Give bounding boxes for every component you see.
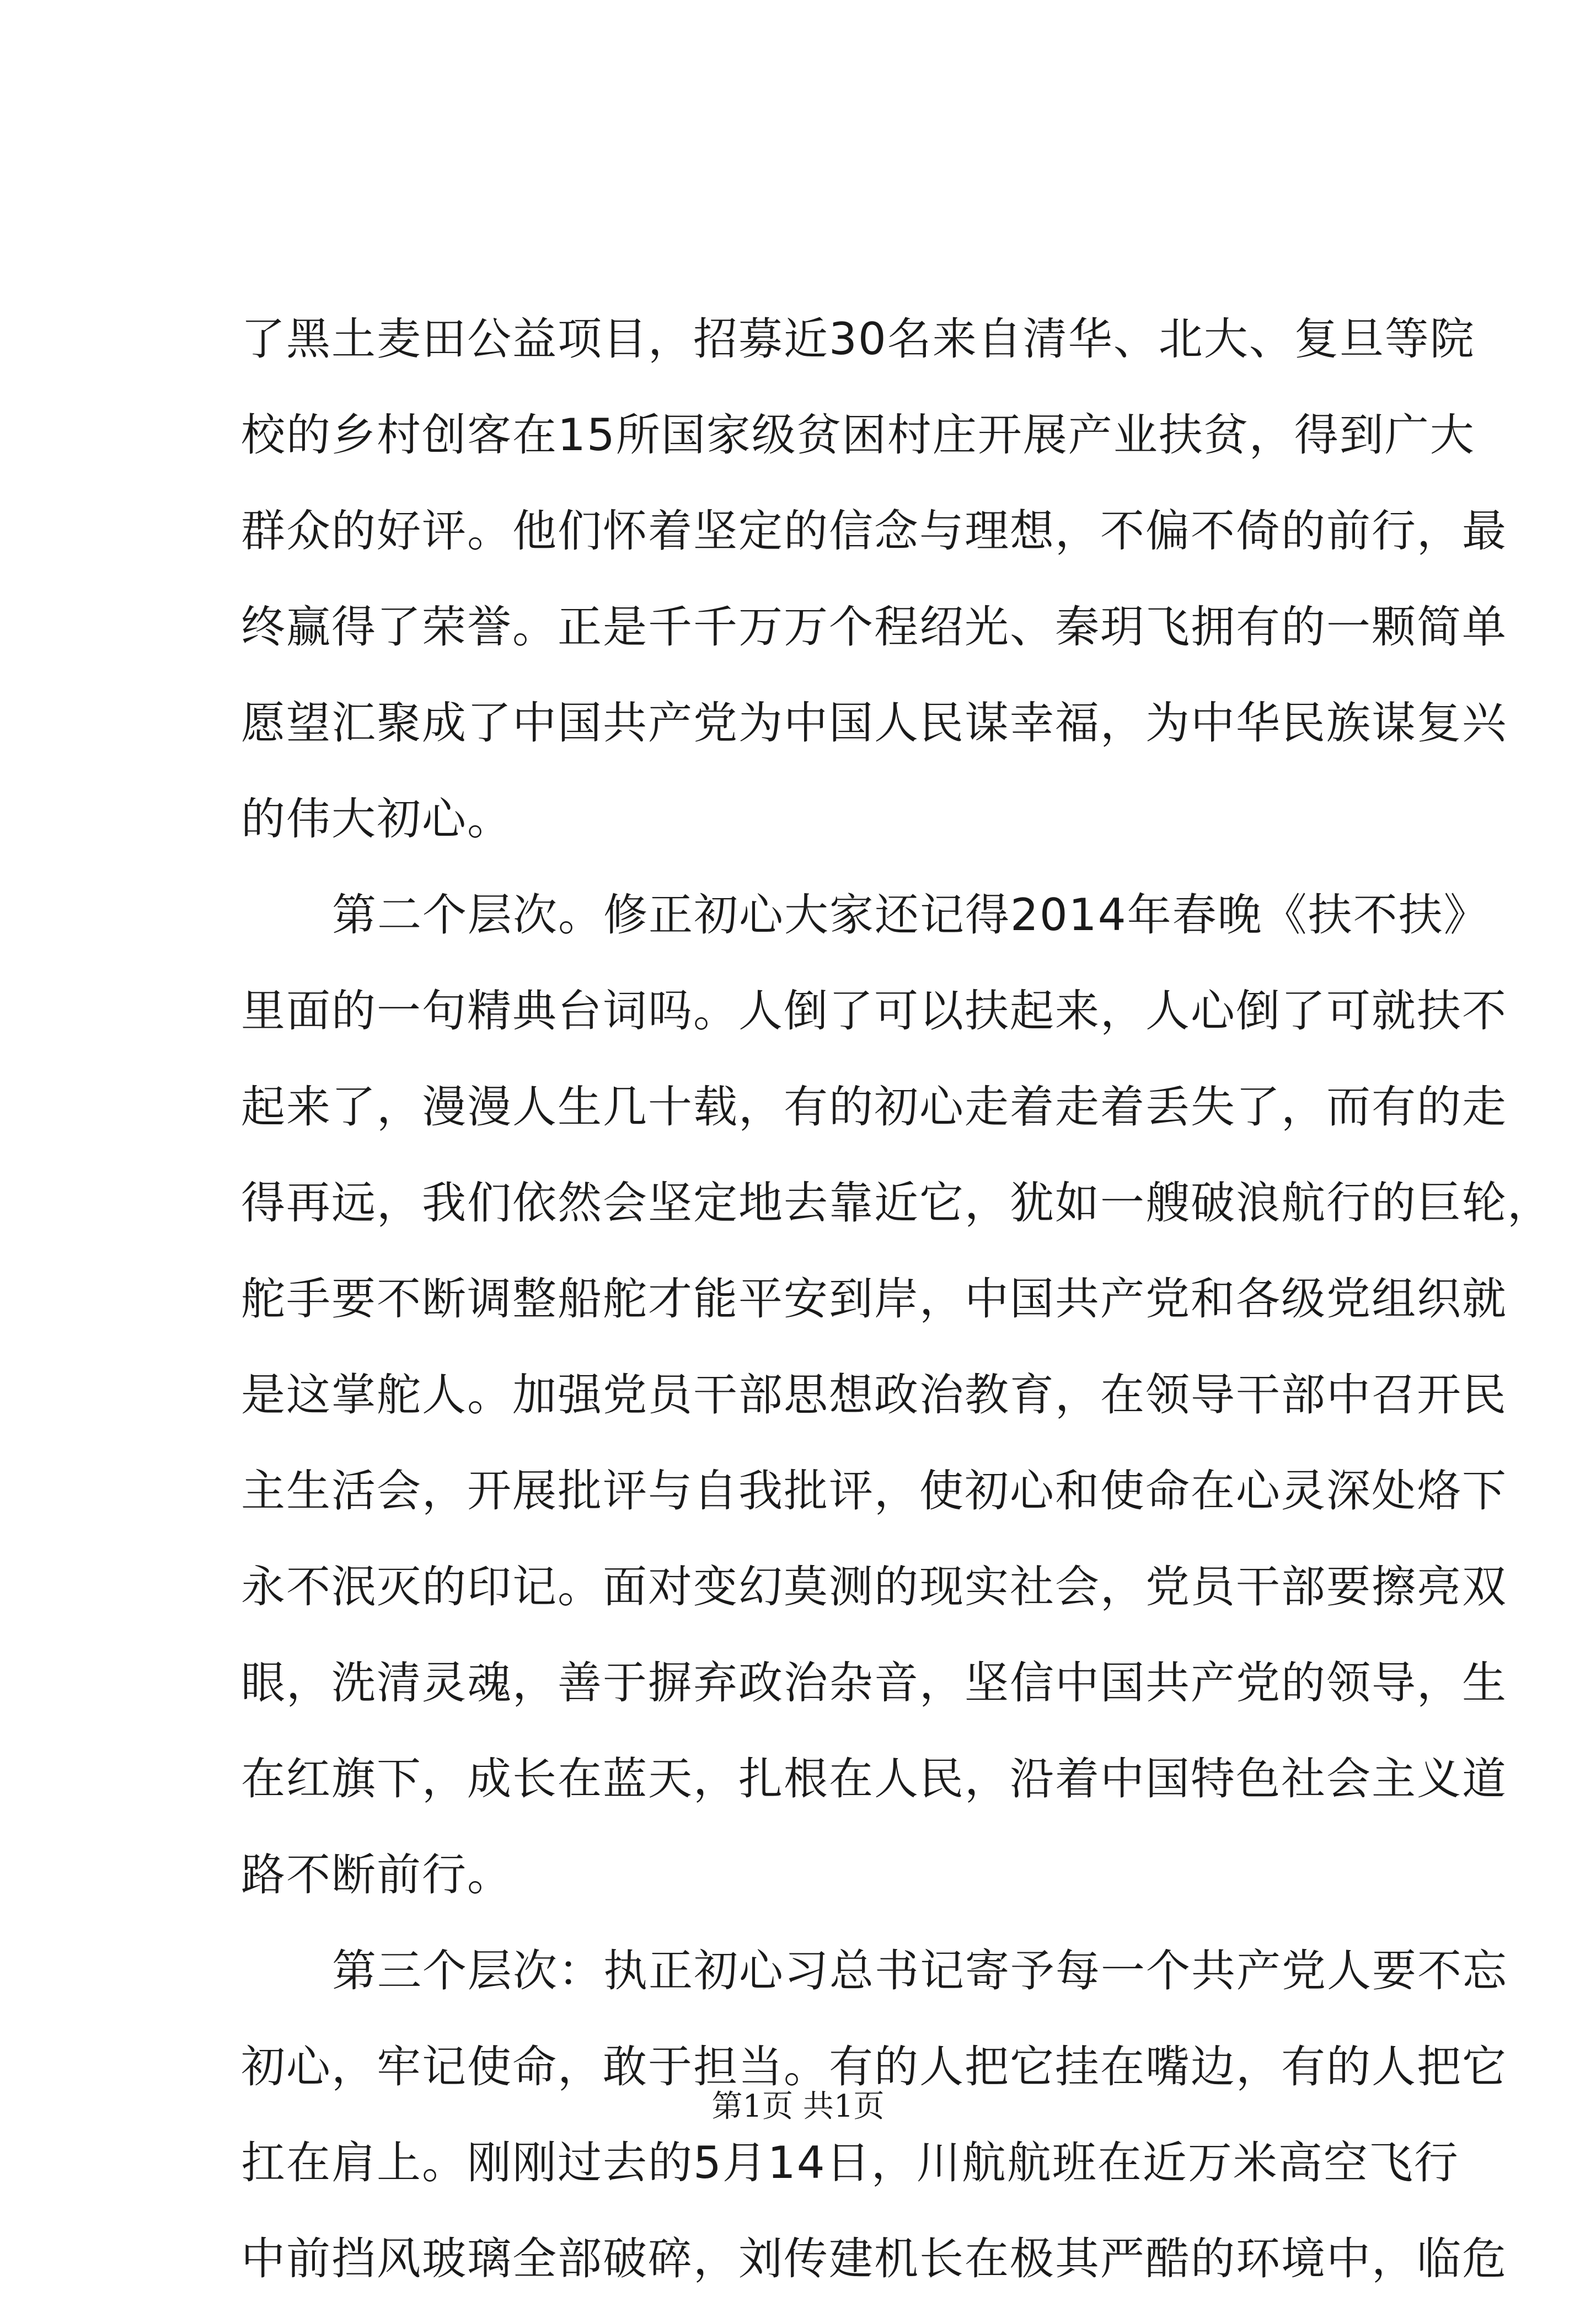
- text-line: 永不泯灭的印记。面对变幻莫测的现实社会，党员干部要擦亮双: [241, 1561, 1507, 1612]
- document-body: [241, 291, 1552, 2307]
- text-line: 终赢得了荣誉。正是千千万万个程绍光、秦玥飞拥有的一颗简单: [241, 601, 1507, 653]
- text-line: 群众的好评。他们怀着坚定的信念与理想，不偏不倚的前行，最: [241, 505, 1507, 557]
- text-line: 在红旗下，成长在蓝天，扎根在人民，沿着中国特色社会主义道: [241, 1753, 1507, 1804]
- text-line: 扛在肩上。刚刚过去的5月14日，川航航班在近万米高空飞行: [241, 2137, 1459, 2188]
- text-line: 路不断前行。: [241, 1849, 512, 1900]
- paragraph-start-line: 第二个层次。修正初心大家还记得2014年春晚《扶不扶》: [332, 889, 1489, 941]
- text-line: 里面的一句精典台词吗。人倒了可以扶起来，人心倒了可就扶不: [241, 985, 1507, 1037]
- text-line: 眼，洗清灵魂，善于摒弃政治杂音，坚信中国共产党的领导，生: [241, 1657, 1507, 1708]
- text-line: 愿望汇聚成了中国共产党为中国人民谋幸福，为中华民族谋复兴: [241, 697, 1507, 749]
- text-line: 中前挡风玻璃全部破碎，刘传建机长在极其严酷的环境中，临危: [241, 2233, 1507, 2284]
- text-line: 的伟大初心。: [241, 793, 512, 845]
- text-line: 校的乡村创客在15所国家级贫困村庄开展产业扶贫，得到广大: [241, 409, 1475, 461]
- text-line: 舵手要不断调整船舵才能平安到岸，中国共产党和各级党组织就: [241, 1273, 1507, 1325]
- text-line: 起来了，漫漫人生几十载，有的初心走着走着丢失了，而有的走: [241, 1081, 1507, 1133]
- paragraph-start-line: 第三个层次：执正初心习总书记寄予每一个共产党人要不忘: [332, 1945, 1508, 1996]
- text-line: 了黑土麦田公益项目，招募近30名来自清华、北大、复旦等院: [241, 313, 1475, 365]
- text-line: 主生活会，开展批评与自我批评，使初心和使命在心灵深处烙下: [241, 1465, 1507, 1516]
- text-line: 初心，牢记使命，敢于担当。有的人把它挂在嘴边，有的人把它: [241, 2041, 1507, 2092]
- page-number-footer: 第1页 共1页: [711, 2089, 885, 2124]
- text-line: 得再远，我们依然会坚定地去靠近它，犹如一艘破浪航行的巨轮，: [241, 1177, 1552, 1229]
- text-line: 是这掌舵人。加强党员干部思想政治教育，在领导干部中召开民: [241, 1369, 1507, 1420]
